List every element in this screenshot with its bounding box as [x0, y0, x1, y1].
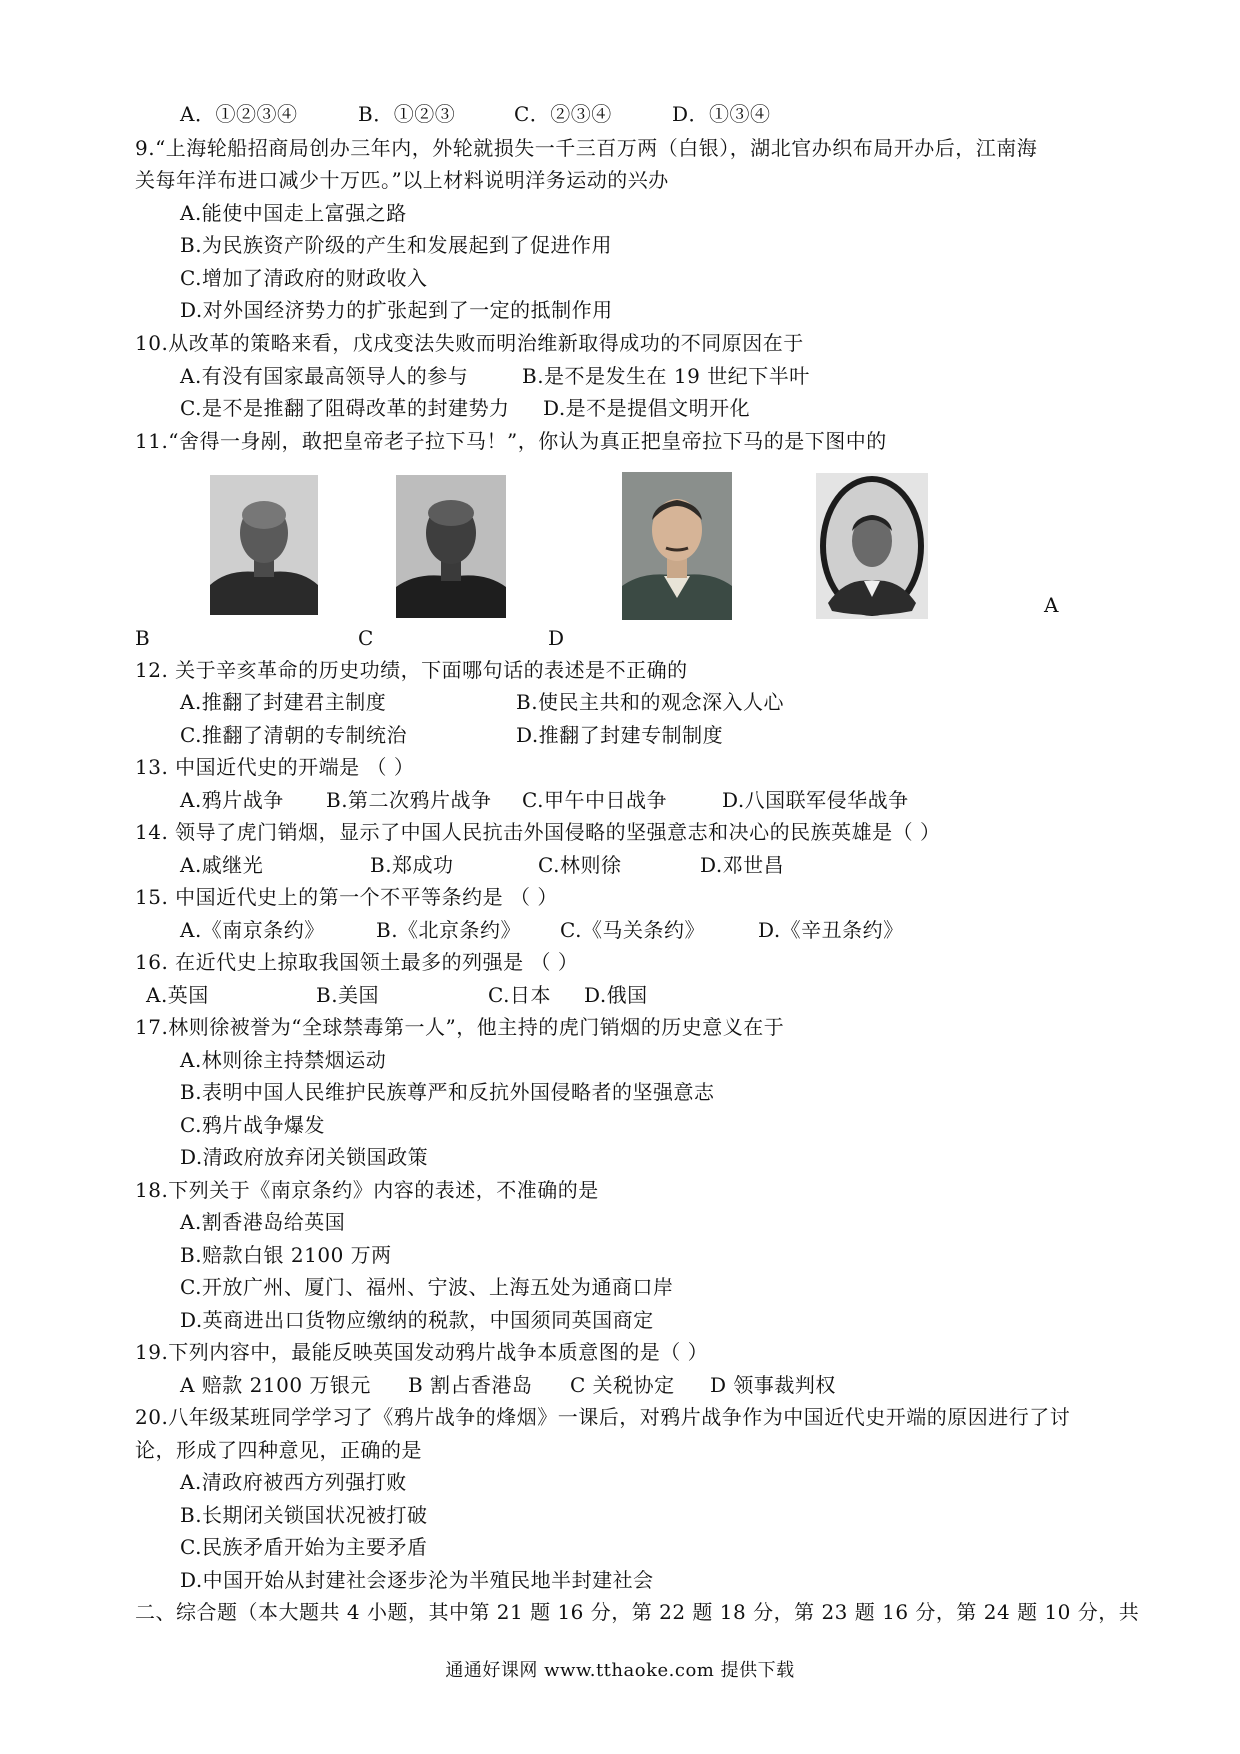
page-footer: 通通好课网 www.tthaoke.com 提供下载 — [445, 1660, 795, 1681]
portrait-photo-3 — [622, 472, 732, 620]
q15-option-b: B.《北京条约》 — [376, 918, 522, 942]
q16-option-a: A.英国 — [146, 983, 209, 1007]
q15-option-d: D.《辛丑条约》 — [758, 918, 904, 942]
q17-option-b: B.表明中国人民维护民族尊严和反抗外国侵略者的坚强意志 — [180, 1080, 715, 1104]
q10-option-d: D.是不是提倡文明开化 — [543, 396, 751, 420]
q9-option-b: B.为民族资产阶级的产生和发展起到了促进作用 — [180, 233, 613, 257]
q8-option-c: C．②③④ — [514, 102, 612, 126]
q12-option-a: A.推翻了封建君主制度 — [180, 690, 387, 714]
q10-stem: 10.从改革的策略来看，戊戌变法失败而明治维新取得成功的不同原因在于 — [135, 331, 804, 355]
q8-option-a: A．①②③④ — [180, 102, 298, 126]
q8-option-b: B．①②③ — [358, 102, 456, 126]
q19-stem: 19.下列内容中，最能反映英国发动鸦片战争本质意图的是（ ） — [135, 1340, 709, 1364]
q10-option-b: B.是不是发生在 19 世纪下半叶 — [522, 364, 810, 388]
q8-option-d: D．①③④ — [672, 102, 771, 126]
q9-option-c: C.增加了清政府的财政收入 — [180, 266, 428, 290]
q18-option-b: B.赔款白银 2100 万两 — [180, 1243, 392, 1267]
q9-stem-line2: 关每年洋布进口减少十万匹。”以上材料说明洋务运动的兴办 — [135, 168, 669, 192]
q11-stem: 11.“舍得一身剐，敢把皇帝老子拉下马！”，你认为真正把皇帝拉下马的是下图中的 — [135, 429, 887, 453]
q13-option-a: A.鸦片战争 — [180, 788, 284, 812]
portrait-2-figure — [396, 475, 506, 618]
q20-option-d: D.中国开始从封建社会逐步沦为半殖民地半封建社会 — [180, 1568, 654, 1592]
q19-option-d: D 领事裁判权 — [710, 1373, 836, 1397]
portrait-4-figure — [816, 473, 928, 619]
q17-option-d: D.清政府放弃闭关锁国政策 — [180, 1145, 429, 1169]
q12-option-d: D.推翻了封建专制制度 — [516, 723, 724, 747]
q20-option-a: A.清政府被西方列强打败 — [180, 1470, 407, 1494]
q20-stem-line1: 20.八年级某班同学学习了《鸦片战争的烽烟》一课后，对鸦片战争作为中国近代史开端的原因进行了讨 — [135, 1405, 1071, 1429]
q13-option-b: B.第二次鸦片战争 — [326, 788, 492, 812]
q14-option-b: B.郑成功 — [370, 853, 454, 877]
q15-option-a: A.《南京条约》 — [180, 918, 325, 942]
q14-stem: 14. 领导了虎门销烟，显示了中国人民抗击外国侵略的坚强意志和决心的民族英雄是（ ） — [135, 820, 941, 844]
q9-option-d: D.对外国经济势力的扩张起到了一定的抵制作用 — [180, 298, 613, 322]
q18-option-a: A.割香港岛给英国 — [180, 1210, 346, 1234]
q13-option-c: C.甲午中日战争 — [522, 788, 667, 812]
q14-option-a: A.戚继光 — [180, 853, 264, 877]
q9-stem-line1: 9.“上海轮船招商局创办三年内，外轮就损失一千三百万两（白银），湖北官办织布局开办后，江南海 — [135, 136, 1038, 160]
q9-option-a: A.能使中国走上富强之路 — [180, 201, 407, 225]
q17-option-a: A.林则徐主持禁烟运动 — [180, 1048, 387, 1072]
q14-option-c: C.林则徐 — [538, 853, 622, 877]
q11-label-b: B — [135, 626, 150, 650]
q18-stem: 18.下列关于《南京条约》内容的表述，不准确的是 — [135, 1178, 599, 1202]
q20-option-b: B.长期闭关锁国状况被打破 — [180, 1503, 428, 1527]
q10-option-a: A.有没有国家最高领导人的参与 — [180, 364, 469, 388]
q19-option-b: B 割占香港岛 — [408, 1373, 533, 1397]
q11-label-d: D — [548, 626, 565, 650]
q16-option-b: B.美国 — [316, 983, 380, 1007]
portrait-photo-4 — [816, 473, 928, 619]
portrait-1-figure — [210, 475, 318, 615]
section2-heading: 二、综合题（本大题共 4 小题，其中第 21 题 16 分，第 22 题 18 分，第 23 题 16 分，第 24 题 10 分，共 — [135, 1600, 1140, 1624]
q12-option-b: B.使民主共和的观念深入人心 — [516, 690, 785, 714]
q16-option-d: D.俄国 — [584, 983, 648, 1007]
q10-option-c: C.是不是推翻了阻碍改革的封建势力 — [180, 396, 510, 420]
portrait-photo-2 — [396, 475, 506, 618]
q19-option-c: C 关税协定 — [570, 1373, 675, 1397]
q12-stem: 12. 关于辛亥革命的历史功绩，下面哪句话的表述是不正确的 — [135, 658, 688, 682]
q20-option-c: C.民族矛盾开始为主要矛盾 — [180, 1535, 428, 1559]
q19-option-a: A 赔款 2100 万银元 — [180, 1373, 371, 1397]
q18-option-d: D.英商进出口货物应缴纳的税款，中国须同英国商定 — [180, 1308, 654, 1332]
q11-label-c: C — [358, 626, 374, 650]
q17-stem: 17.林则徐被誉为“全球禁毒第一人”，他主持的虎门销烟的历史意义在于 — [135, 1015, 785, 1039]
q12-option-c: C.推翻了清朝的专制统治 — [180, 723, 407, 747]
q14-option-d: D.邓世昌 — [700, 853, 785, 877]
q15-option-c: C.《马关条约》 — [560, 918, 705, 942]
portrait-3-figure — [622, 472, 732, 620]
portrait-photo-1 — [210, 475, 318, 615]
q18-option-c: C.开放广州、厦门、福州、宁波、上海五处为通商口岸 — [180, 1275, 674, 1299]
q16-stem: 16. 在近代史上掠取我国领土最多的列强是 （ ） — [135, 950, 579, 974]
q20-stem-line2: 论，形成了四种意见，正确的是 — [135, 1438, 422, 1462]
q11-label-a: A — [1044, 593, 1059, 617]
q16-option-c: C.日本 — [488, 983, 551, 1007]
q13-option-d: D.八国联军侵华战争 — [722, 788, 909, 812]
q17-option-c: C.鸦片战争爆发 — [180, 1113, 325, 1137]
q15-stem: 15. 中国近代史上的第一个不平等条约是 （ ） — [135, 885, 558, 909]
q13-stem: 13. 中国近代史的开端是 （ ） — [135, 755, 415, 779]
